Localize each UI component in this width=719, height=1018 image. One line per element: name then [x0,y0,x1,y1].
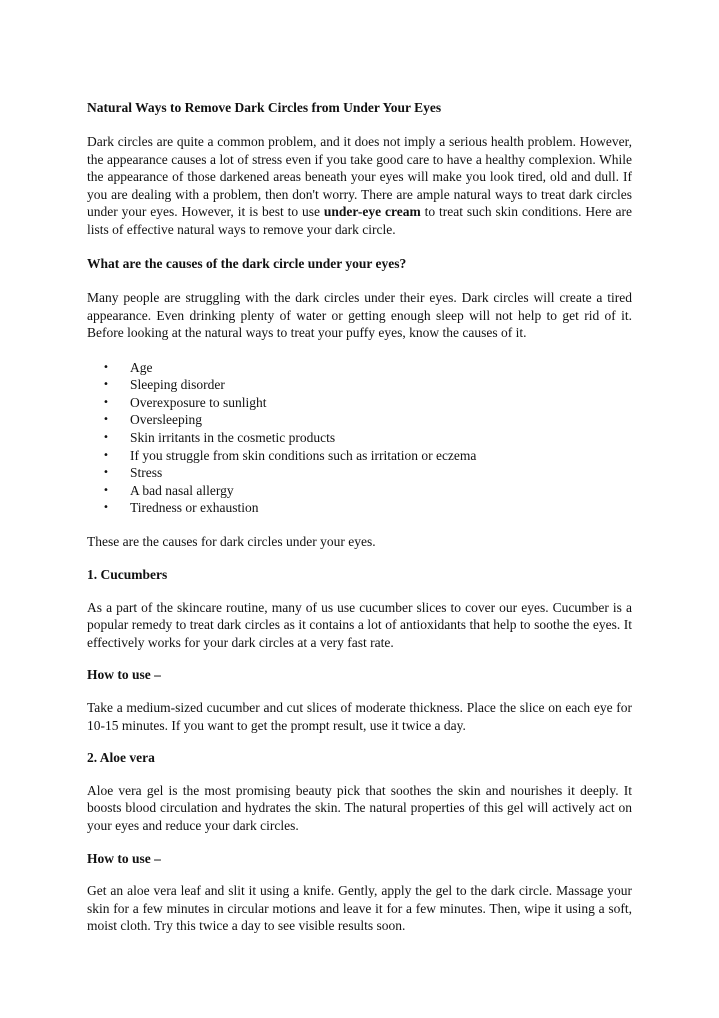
how-to-use-heading-cucumbers: How to use – [87,667,161,683]
list-item [103,411,632,429]
list-item-text: Sleeping disorder [130,377,225,393]
bullet-icon: • [103,467,109,479]
intro-bold-term: under-eye cream [323,204,421,220]
list-item [103,394,632,412]
list-item [103,499,632,517]
document-title: Natural Ways to Remove Dark Circles from Under Your Eyes [87,100,442,115]
bullet-icon: • [103,396,109,408]
bullet-icon: • [103,361,109,373]
causes-intro-paragraph: Many people are struggling with the dark circles under their eyes. Dark circles will create a tired appearance. Even drinking plenty of water or getting enough sleep will not help to get rid of it. Before looking at the natural ways to treat your puffy eyes, know the causes of it. [87,290,632,341]
section-body-aloe-vera: Aloe vera gel is the most promising beauty pick that soothes the skin and nourishes it deeply. It boosts blood circulation and hydrates the skin. The natural properties of this gel will actively act on your eyes and reduce your dark circles. [87,782,632,833]
intro-paragraph [87,133,632,239]
how-to-use-heading-aloe-vera: How to use – [87,850,161,866]
list-item [103,447,632,465]
causes-outro-paragraph: These are the causes for dark circles under your eyes. [87,534,376,550]
bullet-icon: • [103,431,109,443]
bullet-icon: • [103,484,109,496]
how-to-use-body-cucumbers: Take a medium-sized cucumber and cut slices of moderate thickness. Place the slice on each eye for 10-15 minutes. If you want to get the prompt result, use it twice a day. [87,699,632,733]
section-heading-cucumbers: 1. Cucumbers [87,566,168,582]
list-item [103,482,632,500]
section-body-cucumbers: As a part of the skincare routine, many of us use cucumber slices to cover our eyes. Cucumber is a popular remedy to treat dark circles as it contains a lot of antioxidants that help to soothe the eyes. It effectively works for your dark circles at a very fast rate. [87,599,632,650]
list-item-text: Oversleeping [130,412,202,428]
section-heading-aloe-vera: 2. Aloe vera [87,750,155,766]
list-item-text: A bad nasal allergy [130,482,234,498]
list-item-text: Age [130,359,153,375]
list-item-text: Overexposure to sunlight [130,394,267,410]
list-item [103,429,632,447]
bullet-icon: • [103,414,109,426]
bullet-icon: • [103,379,109,391]
bullet-icon: • [103,502,109,514]
list-item-text: If you struggle from skin conditions such as irritation or eczema [130,447,477,463]
intro-text-before: Dark circles are quite a common problem, and it does not imply a serious health problem. However, the appearance causes a lot of stress even if you take good care to have a healthy complexion. While the appearance of those darkened areas beneath your eyes will make you look tired, old and dull. If you are dealing with a problem, then don't worry. There are ample natural ways to treat dark circles under your eyes. However, it is best to use [87,134,632,220]
list-item [103,376,632,394]
how-to-use-body-aloe-vera: Get an aloe vera leaf and slit it using a knife. Gently, apply the gel to the dark circle. Massage your skin for a few minutes in circular motions and leave it for a few minutes. Then, wipe it using a soft, moist cloth. Try this twice a day to see visible results soon. [87,883,632,934]
causes-list [87,359,632,517]
list-item-text: Tiredness or exhaustion [130,500,259,516]
list-item [103,464,632,482]
causes-heading: What are the causes of the dark circle under your eyes? [87,256,407,272]
list-item-text: Skin irritants in the cosmetic products [130,429,336,445]
intro-text-after: to treat such skin conditions. Here are lists of effective natural ways to remove your dark circle. [87,204,632,238]
list-item-text: Stress [130,465,163,481]
list-item [103,359,632,377]
bullet-icon: • [103,449,109,461]
